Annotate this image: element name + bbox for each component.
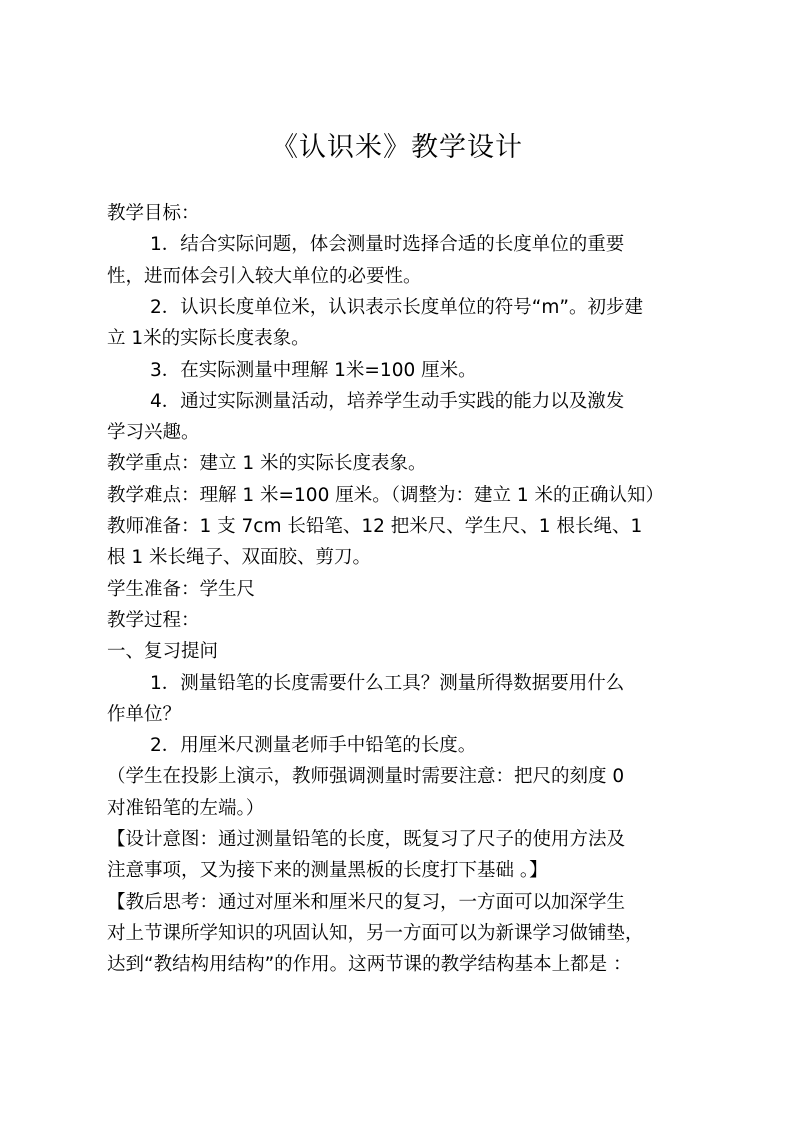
text-line: 1．测量铅笔的长度需要什么工具？测量所得数据要用什么 <box>150 672 625 694</box>
text-line: 教学过程： <box>107 609 200 631</box>
text-line: 作单位？ <box>107 703 182 725</box>
text-line: 注意事项，又为接下来的测量黑板的长度打下基础 。】 <box>107 860 548 882</box>
text-line: 对上节课所学知识的巩固认知，另一方面可以为新课学习做铺垫， <box>107 922 644 944</box>
text-line: （学生在投影上演示，教师强调测量时需要注意：把尺的刻度 0 <box>107 766 625 788</box>
text-line: 教学难点：理解 1 米=100 厘米。（调整为：建立 1 米的正确认知） <box>107 484 665 506</box>
text-line: 一、复习提问 <box>107 641 219 663</box>
text-line: 学习兴趣。 <box>107 422 200 444</box>
text-line: 性，进而体会引入较大单位的必要性。 <box>107 265 422 287</box>
text-line: 根 1 米长绳子、双面胶、剪刀。 <box>107 547 372 569</box>
text-line: 4．通过实际测量活动，培养学生动手实践的能力以及激发 <box>150 390 625 412</box>
text-line: 教师准备：1 支 7cm 长铅笔、12 把米尺、学生尺、1 根长绳、1 <box>107 516 643 537</box>
text-line: 教学目标： <box>107 203 200 224</box>
text-line: 【教后思考：通过对厘米和厘米尺的复习，一方面可以加深学生 <box>107 891 626 913</box>
text-line: 教学重点：建立 1 米的实际长度表象。 <box>107 453 427 475</box>
text-line: 1．结合实际问题，体会测量时选择合适的长度单位的重要 <box>150 234 625 256</box>
text-line: 2．用厘米尺测量老师手中铅笔的长度。 <box>150 735 477 757</box>
text-line: 对准铅笔的左端。） <box>107 797 265 819</box>
text-line: 达到“教结构用结构”的作用。这两节课的教学结构基本上都是 ： <box>107 954 632 976</box>
text-line: 学生准备：学生尺 <box>107 578 256 600</box>
text-line: 3．在实际测量中理解 1米=100 厘米。 <box>150 359 477 381</box>
text-line: 立 1米的实际长度表象。 <box>107 328 310 350</box>
text-line: 【设计意图：通过测量铅笔的长度，既复习了尺子的使用方法及 <box>107 829 626 850</box>
document-title: 《认识米》教学设计 <box>271 132 523 163</box>
text-line: 2．认识长度单位米，认识表示长度单位的符号“m”。初步建 <box>150 296 643 318</box>
